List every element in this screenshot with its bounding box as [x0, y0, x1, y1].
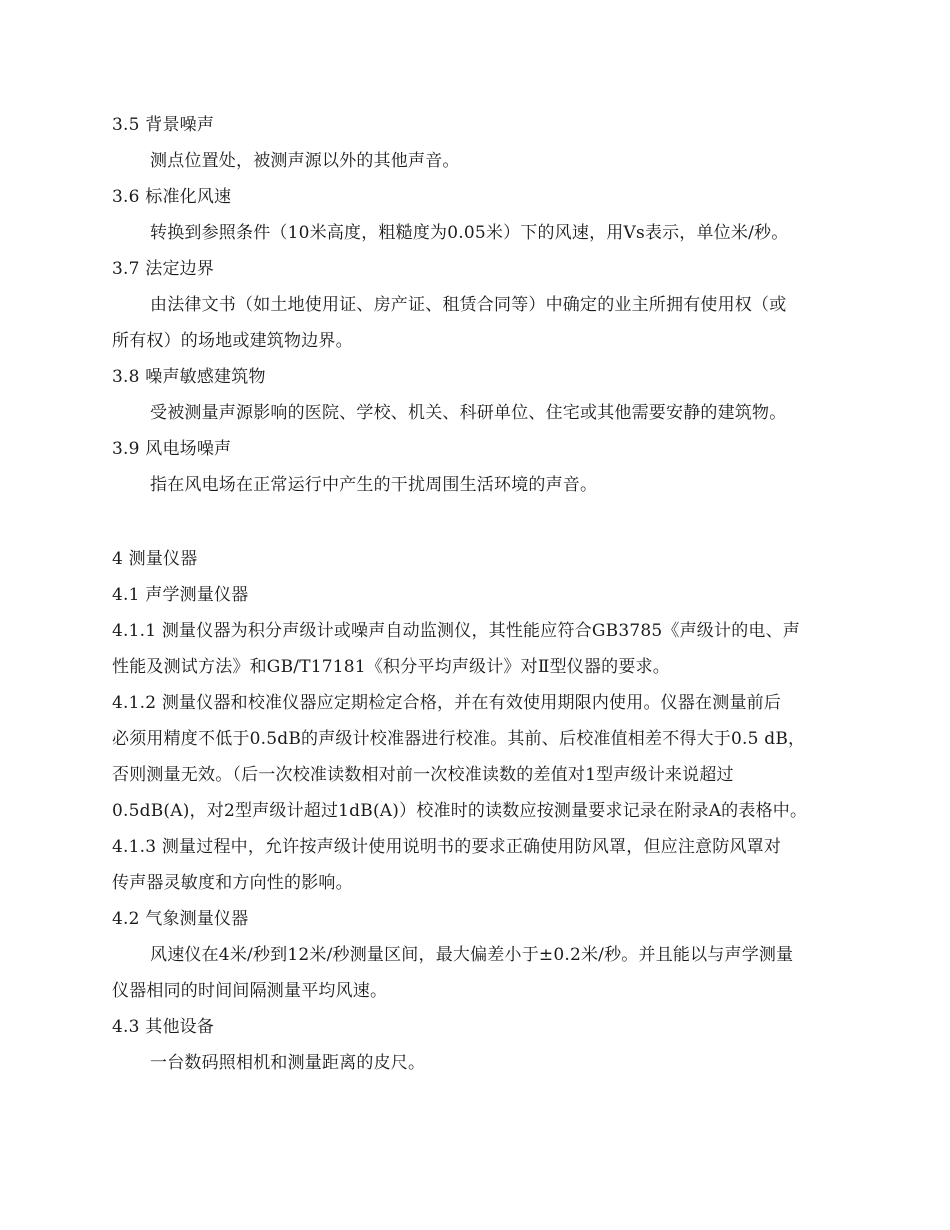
- section-4-1-heading: 4.1 声学测量仪器: [112, 585, 249, 605]
- section-4-2-body-line1: 风速仪在4米/秒到12米/秒测量区间，最大偏差小于±0.2米/秒。并且能以与声学测量: [150, 945, 794, 965]
- section-4-2-heading: 4.2 气象测量仪器: [112, 909, 249, 929]
- section-3-7-heading: 3.7 法定边界: [112, 259, 215, 279]
- section-4-1-2-line3: 否则测量无效。（后一次校准读数相对前一次校准读数的差值对1型声级计来说超过: [112, 765, 734, 785]
- section-3-7-body-line1: 由法律文书（如土地使用证、房产证、租赁合同等）中确定的业主所拥有使用权（或: [150, 295, 787, 315]
- section-3-5-body: 测点位置处，被测声源以外的其他声音。: [150, 151, 460, 171]
- section-3-9-body: 指在风电场在正常运行中产生的干扰周围生活环境的声音。: [150, 475, 598, 495]
- section-4-heading: 4 测量仪器: [112, 549, 198, 569]
- section-3-8-body: 受被测量声源影响的医院、学校、机关、科研单位、住宅或其他需要安静的建筑物。: [150, 403, 787, 423]
- section-4-1-2-line1: 4.1.2 测量仪器和校准仪器应定期检定合格，并在有效使用期限内使用。仪器在测量前后: [112, 693, 782, 713]
- section-4-1-2-line2: 必须用精度不低于0.5dB的声级计校准器进行校准。其前、后校准值相差不得大于0.5 dB，: [112, 729, 806, 749]
- section-4-3-body: 一台数码照相机和测量距离的皮尺。: [150, 1053, 426, 1073]
- section-3-7-body-line2: 所有权）的场地或建筑物边界。: [112, 331, 353, 351]
- section-3-6-heading: 3.6 标准化风速: [112, 187, 232, 207]
- section-3-6-body: 转换到参照条件（10米高度，粗糙度为0.05米）下的风速，用Vs表示，单位米/秒。: [150, 223, 789, 243]
- section-3-9-heading: 3.9 风电场噪声: [112, 439, 232, 459]
- section-4-2-body-line2: 仪器相同的时间间隔测量平均风速。: [112, 981, 388, 1001]
- section-3-5-heading: 3.5 背景噪声: [112, 115, 215, 135]
- section-4-3-heading: 4.3 其他设备: [112, 1017, 215, 1037]
- section-4-1-3-line2: 传声器灵敏度和方向性的影响。: [112, 873, 353, 893]
- section-4-1-1-line2: 性能及测试方法》和GB/T17181《积分平均声级计》对Ⅱ型仪器的要求。: [112, 657, 670, 677]
- section-3-8-heading: 3.8 噪声敏感建筑物: [112, 367, 266, 387]
- section-4-1-3-line1: 4.1.3 测量过程中，允许按声级计使用说明书的要求正确使用防风罩，但应注意防风罩对: [112, 837, 782, 857]
- section-4-1-1-line1: 4.1.1 测量仪器为积分声级计或噪声自动监测仪，其性能应符合GB3785《声级计的电、声: [112, 621, 800, 641]
- section-4-1-2-line4: 0.5dB(A)，对2型声级计超过1dB(A)）校准时的读数应按测量要求记录在附录A的表格中。: [112, 801, 808, 821]
